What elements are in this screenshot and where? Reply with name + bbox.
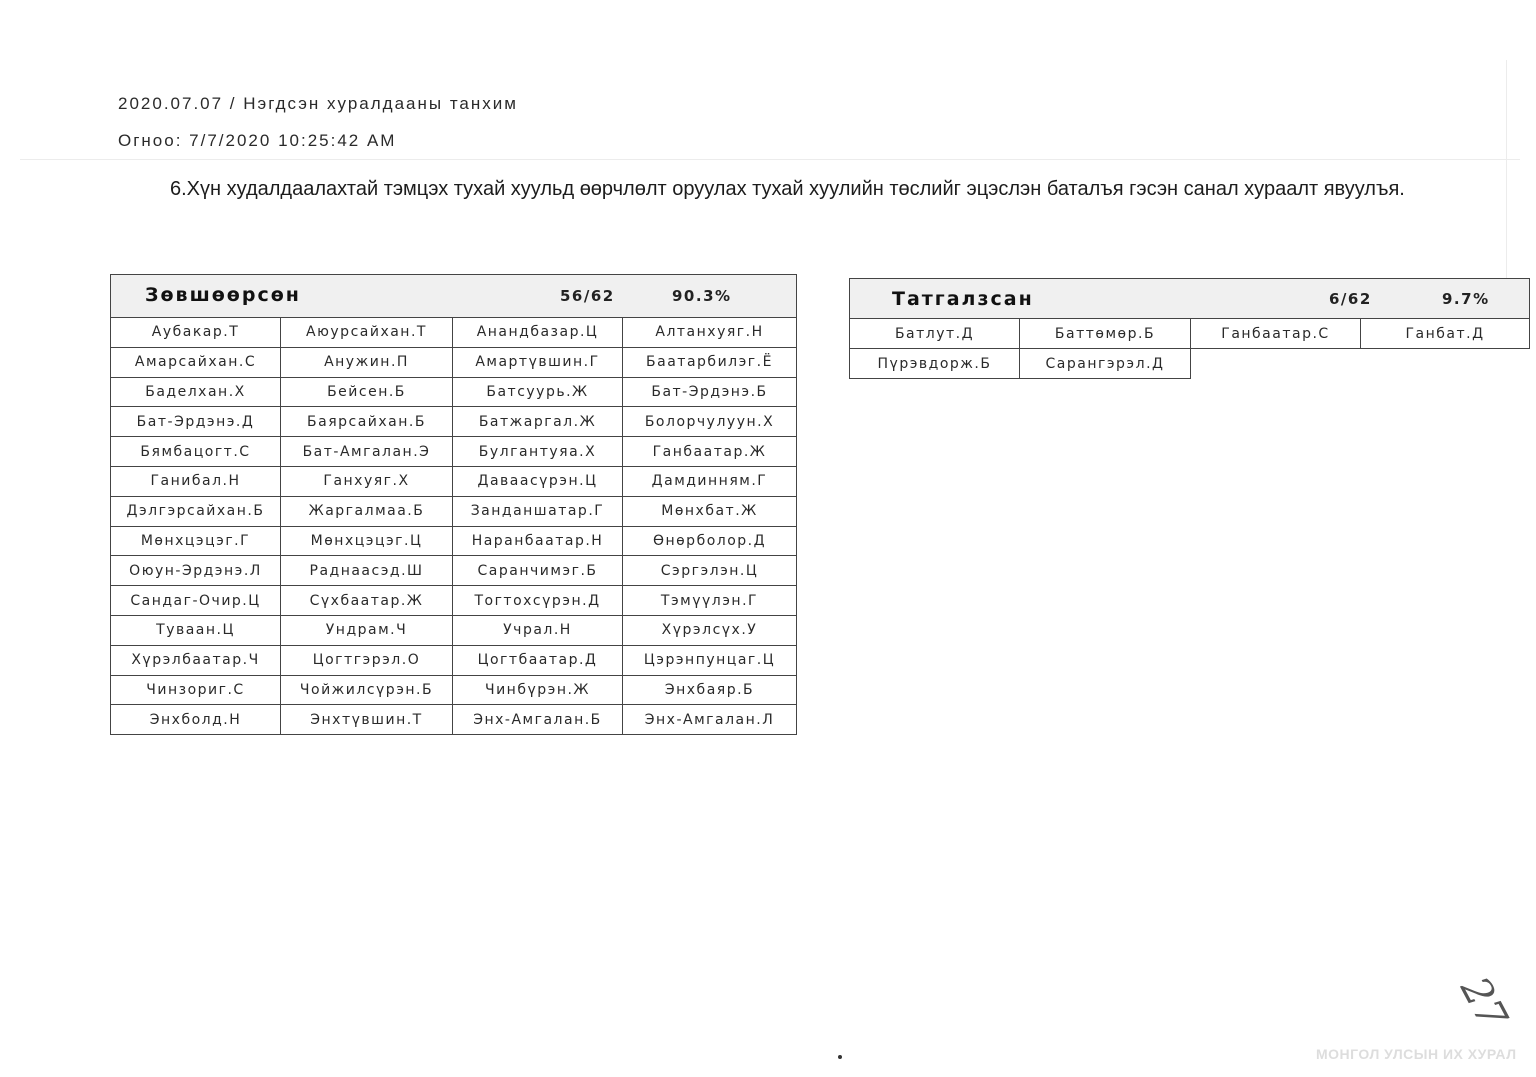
approved-name-cell: Энхбаяр.Б: [623, 675, 797, 705]
approved-name-cell: Хүрэлбаатар.Ч: [111, 645, 281, 675]
approved-name-cell: Батсуурь.Ж: [453, 377, 623, 407]
rejected-row: [850, 349, 1530, 379]
approved-name-cell: Тогтохсүрэн.Д: [453, 586, 623, 616]
approved-name-cell: Амарсайхан.С: [111, 347, 281, 377]
approved-name-cell: Чинзориг.С: [111, 675, 281, 705]
approved-name-cell: Баделхан.Х: [111, 377, 281, 407]
rejected-title-row: [850, 279, 1530, 319]
approved-row: [111, 556, 797, 586]
approved-name-cell: Раднаасэд.Ш: [281, 556, 453, 586]
approved-row: [111, 526, 797, 556]
parliament-stamp: МОНГОЛ УЛСЫН ИХ ХУРАЛ: [1316, 1046, 1517, 1062]
approved-name-cell: Баярсайхан.Б: [281, 407, 453, 437]
approved-name-cell: Бат-Эрдэнэ.Д: [111, 407, 281, 437]
rejected-empty-cell: [1191, 349, 1361, 379]
approved-row: [111, 615, 797, 645]
approved-names: [111, 318, 797, 735]
rejected-name-cell: Сарангэрэл.Д: [1020, 349, 1191, 379]
approved-name-cell: Наранбаатар.Н: [453, 526, 623, 556]
approved-name-cell: Бейсен.Б: [281, 377, 453, 407]
approved-name-cell: Дамдинням.Г: [623, 466, 797, 496]
header-divider: [20, 159, 1520, 160]
approved-row: [111, 347, 797, 377]
approved-name-cell: Тэмүүлэн.Г: [623, 586, 797, 616]
scan-dot: [838, 1055, 842, 1059]
approved-name-cell: Ганбаатар.Ж: [623, 437, 797, 467]
approved-name-cell: Занданшатар.Г: [453, 496, 623, 526]
approved-name-cell: Баатарбилэг.Ё: [623, 347, 797, 377]
approved-name-cell: Аубакар.Т: [111, 318, 281, 348]
approved-row: [111, 407, 797, 437]
approved-name-cell: Аюурсайхан.Т: [281, 318, 453, 348]
approved-name-cell: Бат-Амгалан.Э: [281, 437, 453, 467]
approved-name-cell: Бямбацогт.С: [111, 437, 281, 467]
approved-name-cell: Жаргалмаа.Б: [281, 496, 453, 526]
rejected-label: Татгалзсан: [892, 288, 1034, 310]
rejected-name-cell: Баттөмөр.Б: [1020, 319, 1191, 349]
approved-name-cell: Даваасүрэн.Ц: [453, 466, 623, 496]
rejected-count: 6/62: [1329, 290, 1372, 308]
handwritten-page-number: 27: [1451, 969, 1516, 1037]
approved-row: [111, 496, 797, 526]
approved-percent: 90.3%: [672, 287, 732, 305]
vote-question: 6.Хүн худалдаалахтай тэмцэх тухай хуульд өөрчлөлт оруулах тухай хуулийн төслийг эцэслэн баталъя гэсэн санал хураалт явуулъя.: [170, 178, 1405, 200]
right-edge-line: [1506, 60, 1507, 290]
approved-name-cell: Болорчулуун.Х: [623, 407, 797, 437]
approved-name-cell: Амартүвшин.Г: [453, 347, 623, 377]
approved-row: [111, 586, 797, 616]
approved-name-cell: Энхболд.Н: [111, 705, 281, 735]
approved-row: [111, 645, 797, 675]
approved-title-row: [111, 275, 797, 318]
approved-name-cell: Саранчимэг.Б: [453, 556, 623, 586]
approved-name-cell: Батжаргал.Ж: [453, 407, 623, 437]
approved-name-cell: Туваан.Ц: [111, 615, 281, 645]
approved-name-cell: Цогтгэрэл.О: [281, 645, 453, 675]
approved-row: [111, 318, 797, 348]
approved-name-cell: Оюун-Эрдэнэ.Л: [111, 556, 281, 586]
rejected-row: [850, 319, 1530, 349]
approved-name-cell: Ганхуяг.Х: [281, 466, 453, 496]
approved-name-cell: Алтанхуяг.Н: [623, 318, 797, 348]
session-date: Огноо: 7/7/2020 10:25:42 AM: [118, 131, 397, 150]
session-location: 2020.07.07 / Нэгдсэн хуралдааны танхим: [118, 94, 518, 113]
approved-row: [111, 437, 797, 467]
rejected-table: [849, 278, 1530, 379]
rejected-name-cell: Пүрэвдорж.Б: [850, 349, 1020, 379]
rejected-name-cell: Ганбат.Д: [1361, 319, 1530, 349]
approved-name-cell: Учрал.Н: [453, 615, 623, 645]
approved-label: Зөвшөөрсөн: [145, 284, 301, 306]
approved-name-cell: Ганибал.Н: [111, 466, 281, 496]
approved-name-cell: Энх-Амгалан.Л: [623, 705, 797, 735]
approved-name-cell: Бат-Эрдэнэ.Б: [623, 377, 797, 407]
approved-name-cell: Булгантуяа.Х: [453, 437, 623, 467]
rejected-name-cell: Ганбаатар.С: [1191, 319, 1361, 349]
approved-name-cell: Энх-Амгалан.Б: [453, 705, 623, 735]
approved-name-cell: Ундрам.Ч: [281, 615, 453, 645]
approved-name-cell: Мөнхбат.Ж: [623, 496, 797, 526]
approved-name-cell: Анужин.П: [281, 347, 453, 377]
approved-name-cell: Сандаг-Очир.Ц: [111, 586, 281, 616]
approved-row: [111, 675, 797, 705]
approved-count: 56/62: [560, 287, 615, 305]
approved-name-cell: Чинбүрэн.Ж: [453, 675, 623, 705]
approved-name-cell: Цэрэнпунцаг.Ц: [623, 645, 797, 675]
approved-name-cell: Энхтүвшин.Т: [281, 705, 453, 735]
approved-table: [110, 274, 797, 735]
rejected-empty-cell: [1361, 349, 1530, 379]
rejected-name-cell: Батлут.Д: [850, 319, 1020, 349]
approved-row: [111, 705, 797, 735]
approved-name-cell: Хүрэлсүх.У: [623, 615, 797, 645]
approved-name-cell: Сүхбаатар.Ж: [281, 586, 453, 616]
approved-name-cell: Сэргэлэн.Ц: [623, 556, 797, 586]
rejected-names: [850, 319, 1530, 379]
approved-row: [111, 466, 797, 496]
approved-row: [111, 377, 797, 407]
approved-name-cell: Анандбазар.Ц: [453, 318, 623, 348]
approved-name-cell: Дэлгэрсайхан.Б: [111, 496, 281, 526]
approved-name-cell: Цогтбаатар.Д: [453, 645, 623, 675]
approved-name-cell: Мөнхцэцэг.Ц: [281, 526, 453, 556]
rejected-percent: 9.7%: [1442, 290, 1490, 308]
approved-name-cell: Мөнхцэцэг.Г: [111, 526, 281, 556]
approved-name-cell: Чойжилсүрэн.Б: [281, 675, 453, 705]
approved-name-cell: Өнөрболор.Д: [623, 526, 797, 556]
